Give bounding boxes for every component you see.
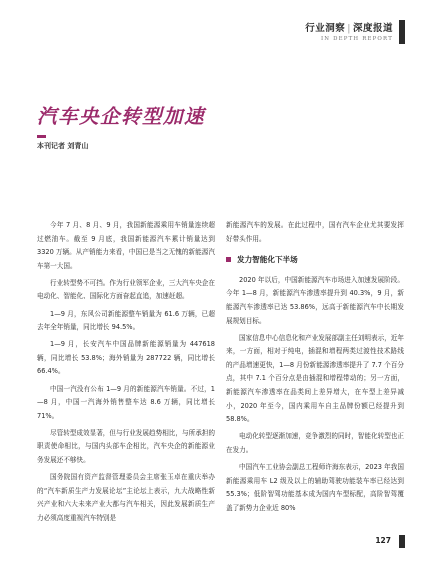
article-title: 汽车央企转型加速: [37, 105, 206, 128]
section-label: 行业洞察: [305, 23, 346, 34]
page-accent-bar: [399, 535, 405, 548]
subheading-square-icon: [226, 257, 231, 262]
paragraph: 中国汽车工业协会副总工程师许海东表示，2023 年我国新能源乘用车 L2 级及以上的辅助驾驶功能装车率已经达到 55.3%；低阶智驾功能基本成为国内车型标配，高阶智驾覆盖了新势力企业近 80%: [226, 463, 404, 512]
paragraph: 1—9 月，长安汽车中国品牌新能源销量为 447618 辆，同比增长 53.8%；海外销量为 287722 辆，同比增长 66.4%。: [37, 340, 215, 376]
subsection-label: 深度报道: [352, 23, 393, 34]
paragraph: 电动化转型逐渐加速，竞争激烈的同时，智能化转型也正在发力。: [226, 432, 404, 454]
paragraph: 行业转型势不可挡。作为行业领军企业，三大汽车央企在电动化、智能化、国际化方面奋起直追，加速赶超。: [37, 278, 215, 301]
subheading: [226, 253, 404, 267]
right-column: [226, 219, 404, 519]
paragraph: 2020 年以后，中国新能源汽车市场进入加速发展阶段。今年 1—8 月，新能源汽车渗透率提升到 40.3%，9 月，新能源汽车渗透率已达 53.86%，远高于新能源汽车中长期发展规划目标。: [226, 275, 404, 325]
subheading-text: 发力智能化下半场: [237, 255, 298, 265]
paragraph: 国家信息中心信息化和产业发展部副主任刘明表示，近年来，一方面，相对于纯电，插混和增程两类过渡性技术路线的产品增速更快，1—8 月份新能源渗透率提升了 7.7 个百分点，其中 7.1 个百分点是由插混和增程带动的；另一方面，新能源汽车渗透率在品类间上差异增大，在车型上差异减小，2020 年至今，国内乘用车自主品牌份额已经提升到 58.8%。: [226, 333, 404, 424]
section-header: [305, 20, 393, 42]
paragraph: 1—9 月，东风公司新能源整车销量为 61.6 万辆，已超去年全年销量，同比增长 94.5%。: [37, 309, 215, 332]
header-accent-bar: [399, 20, 405, 44]
article-byline: 本刊记者 刘青山: [37, 142, 89, 150]
paragraph: 国务院国有资产监督管理委员会主席张玉卓在重庆举办的“汽车新质生产力发展论坛”主论坛上表示，九大战略性新兴产业和六大未来产业大都与汽车相关，因此发展新质生产力必须高度重视汽车特别是: [37, 473, 215, 522]
paragraph: 中国一汽没有公布 1—9 月的新能源汽车销量。不过，1—8 月，中国一汽海外销售整车达 8.6 万辆，同比增长 71%。: [37, 384, 215, 420]
section-english: IN DEPTH REPORT: [320, 36, 393, 42]
section-separator: |: [347, 23, 351, 34]
paragraph-continued: 新能源汽车的发展。在此过程中，国有汽车企业尤其要发挥好带头作用。: [226, 221, 404, 243]
paragraph: 今年 7 月、8 月、9 月，我国新能源乘用车销量连续超过燃油车。截至 9 月底，我国新能源汽车累计销量达到 3320 万辆。从产销能力来看，中国已是当之无愧的新能源汽车第一大国。: [37, 221, 215, 270]
page-number: 127: [375, 536, 391, 545]
left-column: [37, 219, 215, 529]
section-tag: [305, 20, 393, 34]
paragraph: 尽管转型成效显著，但与行业发展趋势相比，与所承担的职责使命相比，与国内头部车企相比，汽车央企的新能源业务发展还不够快。: [37, 428, 215, 464]
title-accent-bar: [37, 135, 46, 138]
